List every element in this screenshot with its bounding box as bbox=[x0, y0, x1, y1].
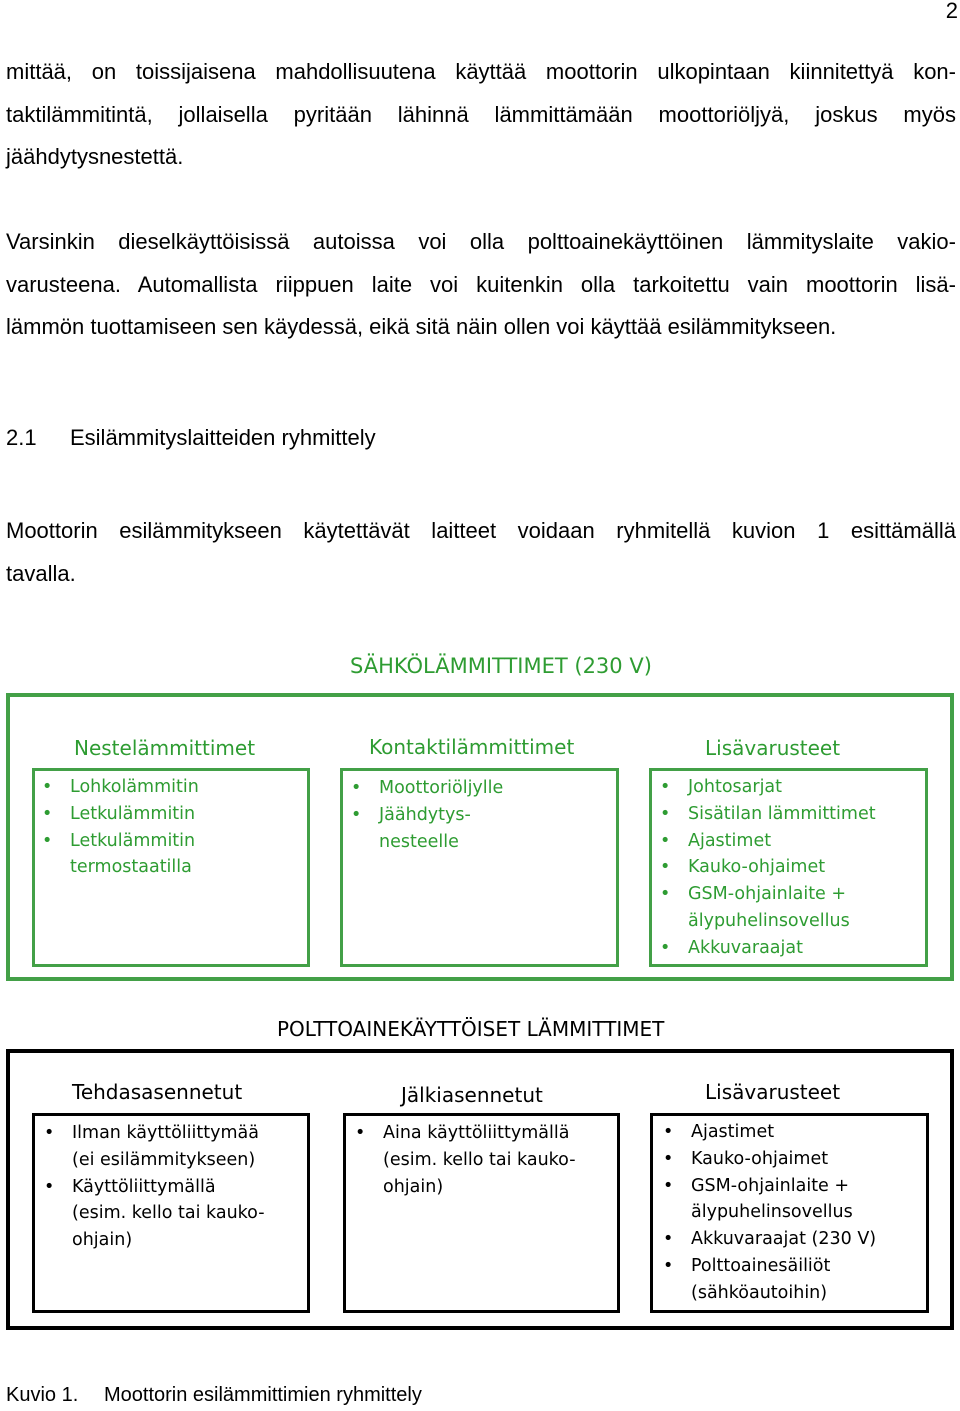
list-item bbox=[349, 775, 611, 802]
paragraph-line: taktilämmitintä, jollaisella pyritään lähinnä lämmittämään moottoriöljyä, joskus myös bbox=[6, 101, 956, 127]
paragraph-3 bbox=[6, 510, 956, 595]
list-item-text: • Kauko-ohjaimet bbox=[688, 857, 826, 878]
electric-group-title: Kontaktilämmittimet bbox=[369, 735, 575, 759]
list-item-text: • Käyttöliittymällä bbox=[72, 1176, 216, 1197]
list-item-text: (sähköautoihin) bbox=[691, 1282, 828, 1303]
electric-group-title: Nestelämmittimet bbox=[74, 736, 256, 760]
paragraph-line: jäähdytysnestettä. bbox=[6, 144, 184, 169]
list-item-text: • Sisätilan lämmittimet bbox=[688, 803, 876, 824]
electric-group-title: Lisävarusteet bbox=[705, 736, 841, 760]
list-item bbox=[658, 828, 924, 855]
list-item-text: termostaatilla bbox=[70, 857, 192, 878]
fuel-group-list bbox=[42, 1120, 304, 1254]
fuel-heaters-title: POLTTOAINEKÄYTTÖISET LÄMMITTIMET bbox=[277, 1017, 665, 1041]
list-item-text: • Ajastimet bbox=[691, 1122, 775, 1142]
list-item-text: (ei esilämmitykseen) bbox=[72, 1149, 256, 1170]
section-heading-text: Esilämmityslaitteiden ryhmittely bbox=[70, 425, 376, 450]
list-item bbox=[42, 1174, 304, 1254]
electric-group-list bbox=[658, 774, 924, 962]
list-item-text: • Johtosarjat bbox=[688, 777, 783, 797]
list-item-text: • Aina käyttöliittymällä bbox=[383, 1123, 570, 1143]
list-item-text: • Akkuvaraajat bbox=[688, 937, 803, 958]
fuel-group-title: Lisävarusteet bbox=[705, 1080, 841, 1104]
list-item-text: • Moottoriöljylle bbox=[379, 778, 504, 798]
paragraph-line: Moottorin esilämmitykseen käytettävät laitteet voidaan ryhmitellä kuvion 1 esittämällä bbox=[6, 518, 956, 543]
list-item-text: • Ilman käyttöliittymää bbox=[72, 1123, 259, 1143]
list-item-text: • GSM-ohjainlaite + bbox=[688, 884, 847, 905]
list-item bbox=[40, 828, 302, 882]
section-heading bbox=[6, 418, 376, 458]
list-item bbox=[658, 881, 924, 935]
list-item bbox=[661, 1173, 925, 1227]
paragraph-line: mittää, on toissijaisena mahdollisuutena käyttää moottorin ulkopintaan kiinnitettyä kon- bbox=[6, 59, 956, 84]
list-item bbox=[40, 774, 302, 801]
list-item-text: • GSM-ohjainlaite + bbox=[691, 1175, 850, 1196]
list-item bbox=[349, 802, 611, 856]
fuel-group-list bbox=[661, 1119, 925, 1307]
electric-heaters-title: SÄHKÖLÄMMITTIMET (230 V) bbox=[350, 654, 652, 678]
list-item bbox=[661, 1226, 925, 1253]
list-item-text: ohjain) bbox=[72, 1230, 133, 1251]
list-item-text: • Lohkolämmitin bbox=[70, 777, 199, 797]
fuel-group-list bbox=[353, 1120, 615, 1200]
paragraph-1 bbox=[6, 51, 956, 179]
list-item bbox=[658, 935, 924, 962]
list-item-text: ohjain) bbox=[383, 1176, 444, 1197]
list-item bbox=[661, 1253, 925, 1307]
list-item-text: nesteelle bbox=[379, 831, 459, 852]
paragraph-2 bbox=[6, 221, 956, 349]
list-item-text: • Ajastimet bbox=[688, 830, 772, 851]
page-number: 2 bbox=[945, 0, 958, 23]
list-item-text: • Polttoainesäiliöt bbox=[691, 1255, 831, 1276]
list-item-text: (esim. kello tai kauko- bbox=[72, 1203, 265, 1224]
fuel-group-title: Tehdasasennetut bbox=[72, 1080, 243, 1104]
figure-caption-text: Moottorin esilämmittimien ryhmittely bbox=[104, 1384, 422, 1406]
paragraph-line: Varsinkin dieselkäyttöisissä autoissa voi olla polttoainekäyttöinen lämmityslaite vakio- bbox=[6, 229, 956, 254]
list-item-text: • Letkulämmitin bbox=[70, 830, 196, 851]
list-item bbox=[42, 1120, 304, 1174]
list-item bbox=[658, 801, 924, 828]
list-item bbox=[658, 854, 924, 881]
list-item-text: älypuhelinsovellus bbox=[691, 1202, 853, 1223]
list-item-text: • Akkuvaraajat (230 V) bbox=[691, 1229, 877, 1250]
fuel-group-title: Jälkiasennetut bbox=[401, 1083, 543, 1107]
list-item bbox=[353, 1120, 615, 1200]
list-item bbox=[658, 774, 924, 801]
section-number: 2.1 bbox=[6, 425, 37, 450]
paragraph-line: tavalla. bbox=[6, 560, 76, 586]
list-item-text: • Jäähdytys- bbox=[379, 804, 471, 825]
list-item bbox=[661, 1146, 925, 1173]
list-item bbox=[661, 1119, 925, 1146]
electric-group-list bbox=[349, 775, 611, 855]
list-item bbox=[40, 801, 302, 828]
list-item-text: • Letkulämmitin bbox=[70, 803, 196, 824]
list-item-text: (esim. kello tai kauko- bbox=[383, 1149, 576, 1170]
list-item-text: • Kauko-ohjaimet bbox=[691, 1148, 829, 1169]
electric-group-list bbox=[40, 774, 302, 881]
figure-caption-label: Kuvio 1. bbox=[6, 1384, 79, 1406]
list-item-text: älypuhelinsovellus bbox=[688, 910, 850, 931]
figure-caption bbox=[6, 1384, 422, 1407]
paragraph-line: lämmön tuottamiseen sen käydessä, eikä sitä näin ollen voi käyttää esilämmitykseen. bbox=[6, 314, 837, 339]
paragraph-line: varusteena. Automallista riippuen laite voi kuitenkin olla tarkoitettu vain moottorin lisä- bbox=[6, 271, 956, 297]
